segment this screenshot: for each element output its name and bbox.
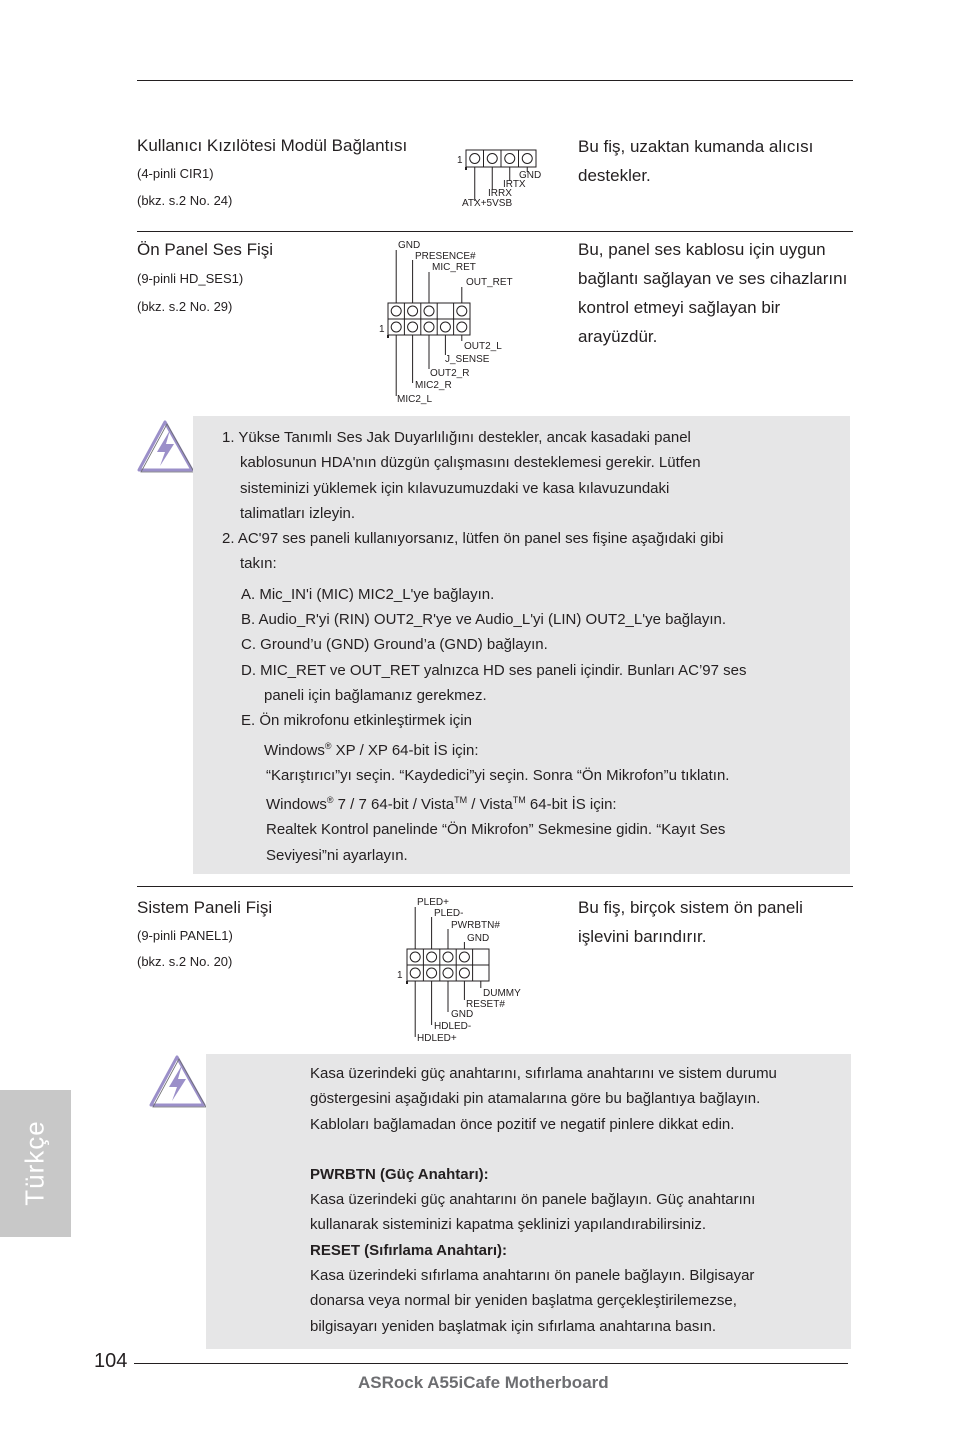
svg-text:RESET#: RESET#	[466, 999, 505, 1010]
note1-step-c: C. Ground’u (GND) Ground’a (GND) bağlayın.	[241, 636, 548, 654]
note1-step-b: B. Audio_R'yi (RIN) OUT2_R'ye ve Audio_L'yi (LIN) OUT2_L'ye bağlayın.	[241, 611, 726, 629]
note-system-panel	[206, 1054, 851, 1349]
note1-item2-line: 2. AC'97 ses paneli kullanıyorsanız, lütfen ön panel ses fişine aşağıdaki gibi	[222, 530, 724, 548]
note1-item1-line: talimatları izleyin.	[240, 504, 356, 522]
cir-pins: (4-pinli CIR1)	[137, 166, 214, 181]
svg-text:GND: GND	[398, 240, 421, 251]
note-hd-audio	[193, 416, 850, 874]
svg-text:HDLED-: HDLED-	[434, 1021, 472, 1032]
svg-text:1: 1	[397, 970, 403, 981]
hda-ref: (bkz. s.2 No. 29)	[137, 299, 233, 314]
svg-text:MIC2_R: MIC2_R	[415, 380, 452, 391]
cir-title: Kullanıcı Kızılötesi Modül Bağlantısı	[137, 136, 408, 155]
note1-realtek-instruction: Realtek Kontrol panelinde “Ön Mikrofon” Sekmesine gidin. “Kayıt Ses	[266, 821, 726, 839]
panel-description: Bu fiş, birçok sistem ön paneli işlevini barındırır.	[578, 898, 803, 946]
note2-pwrbtn-line: Kasa üzerindeki güç anahtarını ön panele bağlayın. Güç anahtarını	[310, 1191, 756, 1209]
top-rule	[137, 80, 853, 81]
note2-intro-line: Kabloları bağlamadan önce pozitif ve negatif pinlere dikkat edin.	[310, 1115, 735, 1133]
svg-text:PRESENCE#: PRESENCE#	[415, 251, 476, 262]
svg-text:IRTX: IRTX	[503, 179, 526, 190]
svg-text:J_SENSE: J_SENSE	[445, 354, 490, 365]
note1-item2-line: takın:	[240, 555, 277, 573]
svg-text:ATX+5VSB: ATX+5VSB	[462, 198, 513, 209]
note2-intro-line: Kasa üzerindeki güç anahtarını, sıfırlama anahtarını ve sistem durumu	[310, 1065, 777, 1082]
svg-text:GND: GND	[451, 1009, 474, 1020]
svg-text:HDLED+: HDLED+	[417, 1033, 457, 1044]
svg-text:GND: GND	[519, 170, 542, 181]
note1-item1-line: kablosunun HDA'nın düzgün çalışmasını desteklemesi gerekir. Lütfen	[240, 454, 701, 472]
panel-connector-diagram	[395, 895, 535, 1045]
warning-icon	[136, 418, 196, 474]
rule-2	[137, 886, 853, 887]
note2-reset-line: Kasa üzerindeki sıfırlama anahtarını ön panele bağlayın. Bilgisayar	[310, 1267, 755, 1285]
cir-ref: (bkz. s.2 No. 24)	[137, 193, 233, 208]
footer-rule	[134, 1363, 848, 1364]
note1-step-d-cont: paneli için bağlamanız gerekmez.	[264, 686, 487, 704]
hda-description: Bu, panel ses kablosu için uygun bağlantı sağlayan ve ses cihazlarını kontrol etmeyi sağlayan bir arayüzdür.	[578, 240, 848, 346]
footer-product-name: ASRock A55iCafe Motherboard	[358, 1373, 609, 1392]
rule-1	[137, 231, 853, 232]
panel-title: Sistem Paneli Fişi	[137, 898, 273, 917]
svg-text:PWRBTN#: PWRBTN#	[451, 920, 500, 931]
hda-title: Ön Panel Ses Fişi	[137, 240, 274, 259]
svg-text:OUT2_R: OUT2_R	[430, 368, 470, 379]
language-tab-label: Türkçe	[19, 1120, 50, 1206]
note1-item1-line: sisteminizi yüklemek için kılavuzumuzdaki ve kasa kılavuzundaki	[240, 479, 670, 497]
svg-text:1: 1	[379, 324, 385, 335]
cir-description: Bu fiş, uzaktan kumanda alıcısı destekler.	[578, 137, 814, 185]
hda-connector-diagram	[375, 238, 525, 408]
warning-icon	[148, 1053, 208, 1109]
panel-ref: (bkz. s.2 No. 20)	[137, 954, 233, 969]
note1-step-d: D. MIC_RET ve OUT_RET yalnızca HD ses paneli içindir. Bunları AC’97 ses	[241, 661, 747, 679]
note2-pwrbtn-line: kullanarak sisteminizi kapatma şeklinizi yapılandırabilirsiniz.	[310, 1216, 706, 1234]
svg-text:IRRX: IRRX	[488, 188, 512, 199]
note1-step-e: E. Ön mikrofonu etkinleştirmek için	[241, 712, 472, 730]
language-tab	[0, 1090, 71, 1237]
svg-text:PLED-: PLED-	[434, 908, 464, 919]
svg-text:MIC_RET: MIC_RET	[432, 262, 476, 273]
svg-text:PLED+: PLED+	[417, 897, 449, 908]
note1-mixer-instruction: “Karıştırıcı”yı seçin. “Kaydedici”yi seçin. Sonra “Ön Mikrofon”u tıklatın.	[266, 766, 730, 784]
note1-step-a: A. Mic_IN'i (MIC) MIC2_L'ye bağlayın.	[241, 585, 495, 603]
note1-item1-line: 1. Yükse Tanımlı Ses Jak Duyarlılığını destekler, ancak kasadaki panel	[222, 429, 691, 446]
svg-text:DUMMY: DUMMY	[483, 988, 521, 999]
note2-reset-line: bilgisayarı yeniden başlatmak için sıfırlama anahtarına basın.	[310, 1317, 717, 1335]
hda-pins: (9-pinli HD_SES1)	[137, 271, 244, 286]
note2-reset-line: donarsa veya normal bir yeniden başlatma gerçekleştirilemezse,	[310, 1292, 737, 1310]
note2-intro-line: göstergesini aşağıdaki pin atamalarına göre bu bağlantıya bağlayın.	[310, 1090, 761, 1108]
svg-text:OUT2_L: OUT2_L	[464, 341, 502, 352]
note2-pwrbtn-heading: PWRBTN (Güç Anahtarı):	[310, 1165, 489, 1183]
page-number: 104	[94, 1350, 128, 1372]
note1-realtek-instruction-cont: Seviyesi”ni ayarlayın.	[266, 846, 408, 864]
note2-reset-heading: RESET (Sıfırlama Anahtarı):	[310, 1241, 507, 1259]
cir-connector-diagram	[455, 145, 555, 210]
cir-pin1-label: 1	[457, 155, 463, 166]
panel-pins: (9-pinli PANEL1)	[137, 928, 233, 943]
note1-windows-7: Windows® 7 / 7 64-bit / Vista™ / Vista™ 64-bit İS için:	[266, 795, 617, 814]
svg-text:GND: GND	[467, 933, 490, 944]
note1-windows-xp: Windows® XP / XP 64-bit İS için:	[264, 740, 479, 759]
svg-text:OUT_RET: OUT_RET	[466, 277, 513, 288]
svg-text:MIC2_L: MIC2_L	[397, 394, 433, 405]
